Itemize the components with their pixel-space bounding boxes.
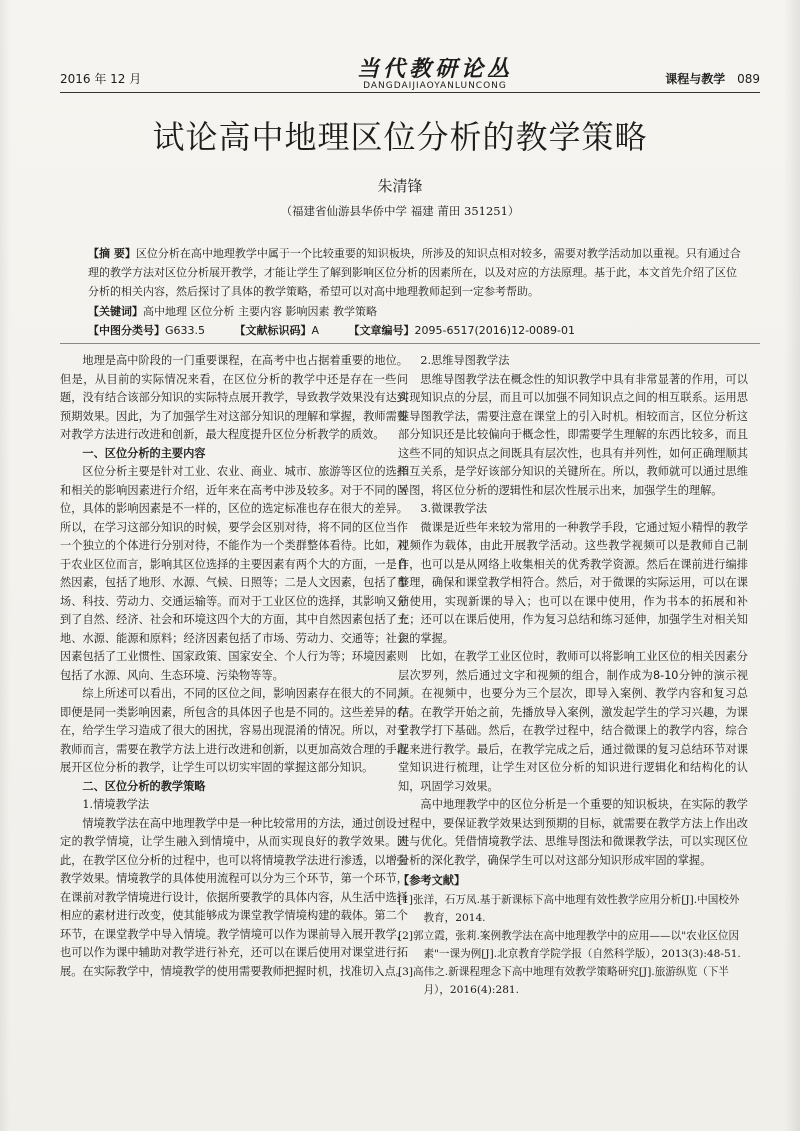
author-affiliation: （福建省仙游县华侨中学 福建 莆田 351251） — [280, 204, 520, 218]
scan-shadow-left — [0, 0, 10, 1131]
scan-shadow-right — [784, 0, 800, 1131]
paragraph: 比如，在教学工业区位时，教师可以将影响工业区位的相关因素分层次罗列，然后通过文字和视频的组合，制作成为8-10分钟的演示视频。在视频中，也要分为三个层次，即导入案例、教学内容和复习总结。在教学开始之前，先播放导入案例，激发起学生的学习兴趣，为课堂教学打下基础。然后，在教学过程中，结合微课上的教学内容，综合起来进行教学。最后，在教学完成之后，通过微课的复习总结环节对课堂知识进行梳理，让学生对区位分析的知识进行逻辑化和结构化的认知，巩固学习效果。 — [398, 650, 748, 793]
section-heading-2: 二、区位分析的教学策略 — [82, 779, 206, 793]
clc-field — [88, 324, 205, 337]
reference-item: [1]张洋，石万凤.基于新课标下高中地理有效性教学应用分析[J].中国校外教育，2014. — [398, 893, 740, 924]
paragraph: 区位分析主要是针对工业、农业、商业、城市、旅游等区位的选择和相关的影响因素进行介绍，近年来在高考中涉及较多。对于不同的区位，具体的影响因素是不一样的，区位的选定标准也存在很大的差异。所以，在学习这部分知识的时候，要学会区别对待，将不同的区位当作一个独立的个体进行分别对待，不能作为一个类群整体看待。比如，对于农业区位而言，影响其区位选择的主要因素有两个大的方面，一是自然因素，包括了地形、水源、气候、日照等；二是人文因素，包括了市场、科技、劳动力、交通运输等。而对于工业区位的选择，其影响又分到了自然、经济、社会和环境这四个大的方面，其中自然因素包括了土地、水源、能源和原料；经济因素包括了市场、劳动力、交通等；社会因素包括了工业惯性、国家政策、国家安全、个人行为等；环境因素则包括了水源、风向、生态环境、污染物等等。 — [60, 465, 408, 682]
section-heading-1: 一、区位分析的主要内容 — [82, 446, 206, 460]
intro-paragraph: 地理是高中阶段的一门重要课程，在高考中也占据着重要的地位。但是，从目前的实际情况来看，在区位分析的教学中还是存在一些问题，没有结合该部分知识的实际特点展开教学，导致教学效果没有达到预期效果。因此，为了加强学生对这部分知识的理解和掌握，教师需要对教学方法进行改进和创新，最大程度提升区位分析教学的质效。 — [60, 354, 408, 441]
page-number: 089 — [737, 72, 760, 86]
header-rule — [60, 92, 760, 93]
header-right — [665, 70, 760, 87]
abstract-label: 【摘 要】 — [88, 247, 136, 260]
doc-code-label: 【文献标识码】 — [234, 324, 312, 337]
doc-code-value: A — [311, 324, 320, 337]
keywords — [88, 302, 744, 321]
article-author: 朱清锋 — [377, 177, 423, 195]
clc-value: G633.5 — [165, 324, 206, 337]
paragraph: 情境教学法在高中地理教学中是一种比较常用的方法，通过创设一定的教学情境，让学生融入到情境中，从而实现良好的教学效果。因此，在教学区位分析的过程中，也可以将情境教学法进行渗透，以增强教学效果。情境教学的具体使用流程可以分为三个环节，第一个环节，在课前对教学情境进行设计，依据所要教学的具体内容，从生活中选择相应的素材进行改变，使其能够成为课堂教学情境构建的载体。第二个环节，在课堂教学中导入情境。教学情境可以作为课前导入展开教学，也可以作为课中辅助对教学进行补充，还可以在课后使用对课堂进行拓展。在实际教学中，情境教学的使用需要教师把握时机，找准切入点。 — [60, 816, 408, 978]
paragraph: 微课是近些年来较为常用的一种教学手段，它通过短小精悍的教学视频作为载体，由此开展教学活动。这些教学视频可以是教师自己制作，也可以是从网络上收集相关的优秀教学资源。然后在课前进行编排整理，确保和课堂教学相符合。然后，对于微课的实际运用，可以在课前使用，实现新课的导入；也可以在课中使用，作为书本的拓展和补充；还可以在课后使用，作为复习总结和练习延伸，加强学生对相关知识的掌握。 — [398, 520, 748, 645]
paragraph: 思维导图教学法在概念性的知识教学中具有非常显著的作用，可以实现知识点的分层，而且可以加强不同知识点之间的相互联系。运用思维导图教学法，需要注意在课堂上的引入时机。相较而言，区位分析这部分知识还是比较偏向于概念性，即需要学生理解的东西比较多，而且这些不同的知识点之间既具有层次性，也具有并列性，如何正确理顺其相互关系，是学好该部分知识的关键所在。所以，教师就可以通过思维导图，将区位分析的逻辑性和层次性展示出来，加强学生的理解。 — [398, 372, 748, 497]
left-column — [60, 352, 408, 981]
subsection-heading-2: 2.思维导图教学法 — [420, 354, 510, 367]
article-title: 试论高中地理区位分析的教学策略 — [152, 118, 648, 156]
meta-divider — [60, 343, 760, 344]
journal-logo — [330, 52, 540, 91]
article-id-label: 【文章编号】 — [348, 324, 415, 337]
right-column — [398, 352, 748, 999]
references-heading: 【参考文献】 — [398, 874, 466, 887]
subsection-heading-1: 1.情境教学法 — [82, 798, 150, 811]
keywords-text: 高中地理 区位分析 主要内容 影响因素 教学策略 — [143, 305, 377, 318]
conclusion-paragraph: 高中地理教学中的区位分析是一个重要的知识板块，在实际的教学过程中，要保证教学效果达到预期的目标，就需要在教学方法上作出改进与优化。凭借情境教学法、思维导图法和微课教学法，可以实现区位分析的深化教学，确保学生可以对这部分知识形成牢固的掌握。 — [398, 798, 748, 867]
article-id-value: 2095-6517(2016)12-0089-01 — [414, 324, 576, 337]
page-header — [60, 48, 760, 98]
abstract-text: 区位分析在高中地理教学中属于一个比较重要的知识板块，所涉及的知识点相对较多，需要对教学活动加以重视。只有通过合理的教学方法对区位分析展开教学，才能让学生了解到影响区位分析的因素所在，以及对应的方法原理。基于此，本文首先介绍了区位分析的相关内容，然后探讨了具体的教学策略，希望可以对高中地理教师起到一定参考帮助。 — [88, 247, 741, 298]
paragraph: 综上所述可以看出，不同的区位之间，影响因素存在很大的不同，即便是同一类影响因素，所包含的具体因子也是不同的。这些差异的存在，给学生学习造成了很大的困扰，容易出现混淆的情况。所以，对于教师而言，需要在教学方法上进行改进和创新，以更加高效合理的手段展开区位分析的教学，让学生可以切实牢固的掌握这部分知识。 — [60, 687, 408, 774]
abstract — [88, 244, 744, 301]
journal-name-pinyin: DANGDAIJIAOYANLUNCONG — [363, 81, 507, 91]
article-id-field — [349, 324, 575, 337]
reference-item: [3]高伟之.新课程理念下高中地理有效教学策略研究[J].旅游纵览（下半月），2016(4):281. — [398, 965, 729, 996]
doc-code-field — [235, 324, 320, 337]
issue-date: 2016 年 12 月 — [60, 72, 142, 86]
reference-item: [2]郭立霞，张莉.案例教学法在高中地理教学中的应用——以"农业区位因素"一课为例[J].北京教育学院学报（自然科学版），2013(3):48-51. — [398, 929, 741, 960]
classification-line — [88, 321, 744, 340]
clc-label: 【中图分类号】 — [88, 324, 165, 337]
journal-name-cn: 当代教研论丛 — [356, 56, 513, 82]
keywords-label: 【关键词】 — [88, 305, 143, 318]
subsection-heading-3: 3.微课教学法 — [420, 502, 488, 515]
section-name: 课程与教学 — [665, 72, 726, 86]
